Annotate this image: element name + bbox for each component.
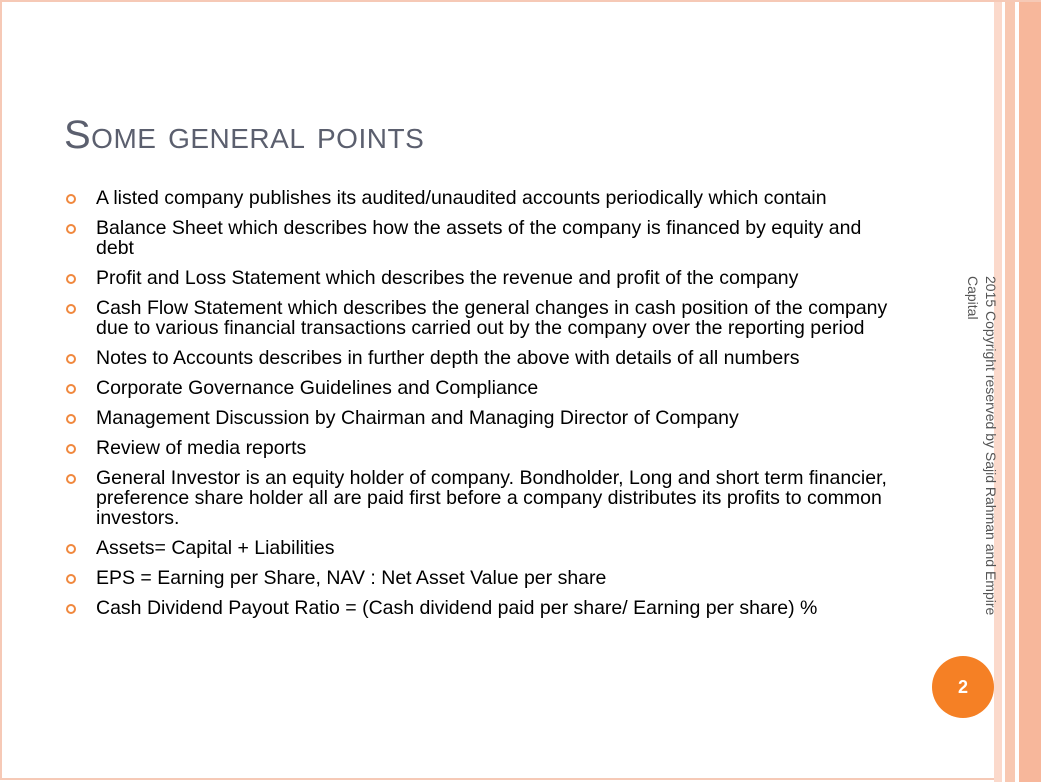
list-item bbox=[64, 568, 904, 588]
list-item bbox=[64, 268, 904, 288]
bullet-text: Corporate Governance Guidelines and Compliance bbox=[96, 377, 539, 399]
list-item bbox=[64, 598, 904, 618]
list-item bbox=[64, 298, 904, 338]
bullet-icon bbox=[66, 604, 76, 614]
bullet-text: Management Discussion by Chairman and Managing Director of Company bbox=[96, 407, 739, 429]
list-item bbox=[64, 468, 904, 528]
bullet-text: Profit and Loss Statement which describes the revenue and profit of the company bbox=[96, 267, 799, 289]
bullet-icon bbox=[66, 224, 76, 234]
bullet-icon bbox=[66, 574, 76, 584]
list-item bbox=[64, 408, 904, 428]
list-item bbox=[64, 538, 904, 558]
bullet-text: Notes to Accounts describes in further depth the above with details of all numbers bbox=[96, 347, 800, 369]
bullet-icon bbox=[66, 384, 76, 394]
list-item bbox=[64, 218, 904, 258]
decorative-stripe bbox=[1005, 2, 1015, 782]
bullet-text: Review of media reports bbox=[96, 437, 307, 459]
bullet-icon bbox=[66, 544, 76, 554]
list-item bbox=[64, 188, 904, 208]
bullet-icon bbox=[66, 354, 76, 364]
bullet-text: Cash Dividend Payout Ratio = (Cash dividend paid per share/ Earning per share) % bbox=[96, 597, 818, 619]
list-item bbox=[64, 378, 904, 398]
bullet-text: General Investor is an equity holder of company. Bondholder, Long and short term financier, preference share holder all are paid first before a company distributes its profits to common investors. bbox=[96, 467, 887, 529]
bullet-text: Balance Sheet which describes how the assets of the company is financed by equity and debt bbox=[96, 217, 862, 259]
bullet-text: A listed company publishes its audited/unaudited accounts periodically which contain bbox=[96, 187, 827, 209]
list-item bbox=[64, 438, 904, 458]
bullet-icon bbox=[66, 194, 76, 204]
slide-title: Some general points bbox=[64, 113, 425, 157]
bullet-icon bbox=[66, 274, 76, 284]
bullet-icon bbox=[66, 444, 76, 454]
bullet-icon bbox=[66, 414, 76, 424]
decorative-stripe bbox=[1019, 2, 1041, 782]
bullet-icon bbox=[66, 304, 76, 314]
page-number-badge: 2 bbox=[932, 656, 994, 718]
list-item bbox=[64, 348, 904, 368]
bullet-icon bbox=[66, 474, 76, 484]
copyright-note: 2015 Copyright reserved by Sajid Rahman and Empire Capital bbox=[965, 276, 999, 616]
bullet-text: EPS = Earning per Share, NAV : Net Asset Value per share bbox=[96, 567, 607, 589]
bullet-text: Cash Flow Statement which describes the general changes in cash position of the company due to various financial transactions carried out by the company over the reporting period bbox=[96, 297, 888, 339]
bullet-text: Assets= Capital + Liabilities bbox=[96, 537, 335, 559]
bullet-list bbox=[64, 188, 904, 628]
